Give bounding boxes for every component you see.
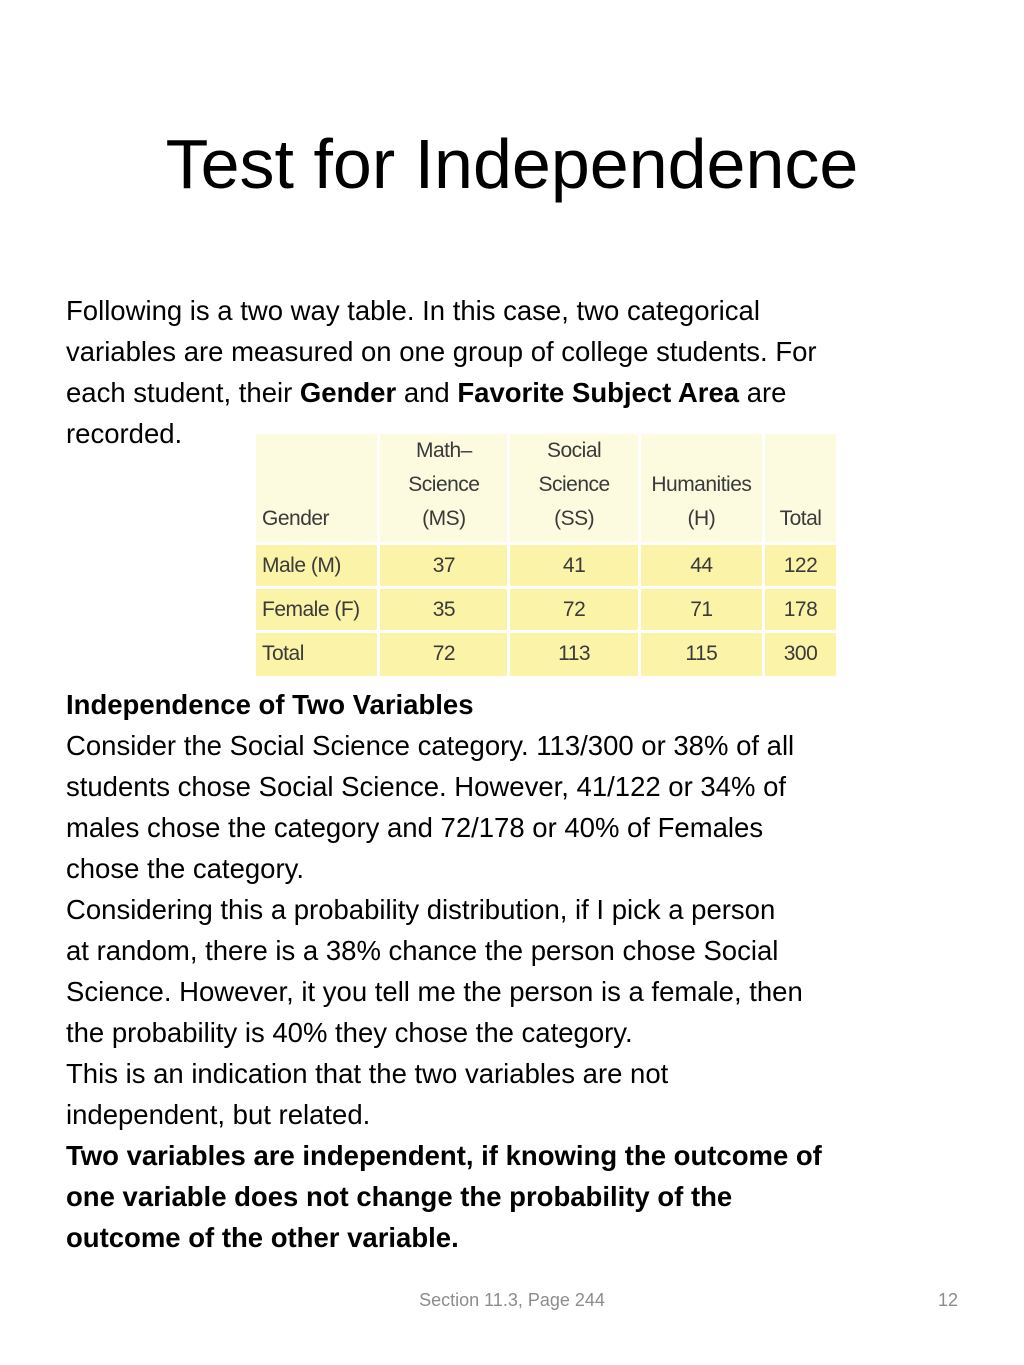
two-way-table bbox=[256, 434, 836, 676]
body-line: Science. However, it you tell me the person is a female, then bbox=[66, 976, 803, 1007]
header-total: Total bbox=[764, 434, 836, 544]
body-line: males chose the category and 72/178 or 40% of Females bbox=[66, 812, 764, 843]
body-line: Consider the Social Science category. 113/300 or 38% of all bbox=[66, 730, 795, 761]
table-row bbox=[256, 588, 836, 632]
table-row bbox=[256, 632, 836, 676]
definition-line: one variable does not change the probability of the bbox=[66, 1181, 733, 1212]
header-math-science bbox=[379, 434, 509, 544]
gender-term: Gender bbox=[299, 377, 397, 408]
table-header-row bbox=[256, 434, 836, 544]
body-line: independent, but related. bbox=[66, 1099, 371, 1130]
header-line: Math– bbox=[415, 439, 472, 462]
intro-paragraph bbox=[66, 290, 936, 454]
favorite-subject-term: Favorite Subject Area bbox=[457, 377, 740, 408]
cell-ms: 72 bbox=[379, 632, 509, 676]
two-way-table-image bbox=[256, 434, 836, 666]
body-line: at random, there is a 38% chance the person chose Social bbox=[66, 935, 779, 966]
intro-line: variables are measured on one group of college students. For bbox=[66, 336, 817, 367]
intro-text: each student, their bbox=[66, 377, 300, 408]
cell-ss: 113 bbox=[509, 632, 639, 676]
header-gender: Gender bbox=[256, 434, 379, 544]
intro-text: are bbox=[739, 377, 787, 408]
body-line: This is an indication that the two variables are not bbox=[66, 1058, 669, 1089]
header-humanities bbox=[639, 434, 763, 544]
intro-text: and bbox=[396, 377, 458, 408]
cell-h: 71 bbox=[639, 588, 763, 632]
cell-ss: 41 bbox=[509, 544, 639, 588]
table-row bbox=[256, 544, 836, 588]
header-line: Science (MS) bbox=[408, 473, 480, 530]
row-label: Male (M) bbox=[256, 544, 379, 588]
footer-reference: Section 11.3, Page 244 bbox=[419, 1290, 605, 1310]
header-line: Humanities bbox=[651, 473, 752, 496]
body-line: Considering this a probability distribution, if I pick a person bbox=[66, 894, 776, 925]
cell-total: 300 bbox=[764, 632, 836, 676]
intro-line bbox=[66, 372, 936, 413]
cell-ms: 37 bbox=[379, 544, 509, 588]
cell-total: 178 bbox=[764, 588, 836, 632]
header-line: Social bbox=[546, 439, 602, 462]
header-line: Science (SS) bbox=[538, 473, 610, 530]
cell-ss: 72 bbox=[509, 588, 639, 632]
cell-total: 122 bbox=[764, 544, 836, 588]
definition-line: Two variables are independent, if knowing the outcome of bbox=[66, 1140, 822, 1171]
header-social-science bbox=[509, 434, 639, 544]
header-line: (H) bbox=[687, 507, 716, 530]
cell-h: 115 bbox=[639, 632, 763, 676]
body-line: the probability is 40% they chose the category. bbox=[66, 1017, 633, 1048]
independence-section bbox=[66, 684, 936, 1258]
cell-ms: 35 bbox=[379, 588, 509, 632]
row-label: Total bbox=[256, 632, 379, 676]
page-number: 12 bbox=[937, 1290, 958, 1310]
intro-line: Following is a two way table. In this case, two categorical bbox=[66, 295, 760, 326]
slide-title: Test for Independence bbox=[165, 125, 859, 203]
section-heading: Independence of Two Variables bbox=[66, 689, 474, 720]
definition-line: outcome of the other variable. bbox=[66, 1222, 459, 1253]
cell-h: 44 bbox=[639, 544, 763, 588]
body-line: chose the category. bbox=[66, 853, 304, 884]
intro-line: recorded. bbox=[66, 418, 183, 449]
body-line: students chose Social Science. However, 41/122 or 34% of bbox=[66, 771, 787, 802]
row-label: Female (F) bbox=[256, 588, 379, 632]
